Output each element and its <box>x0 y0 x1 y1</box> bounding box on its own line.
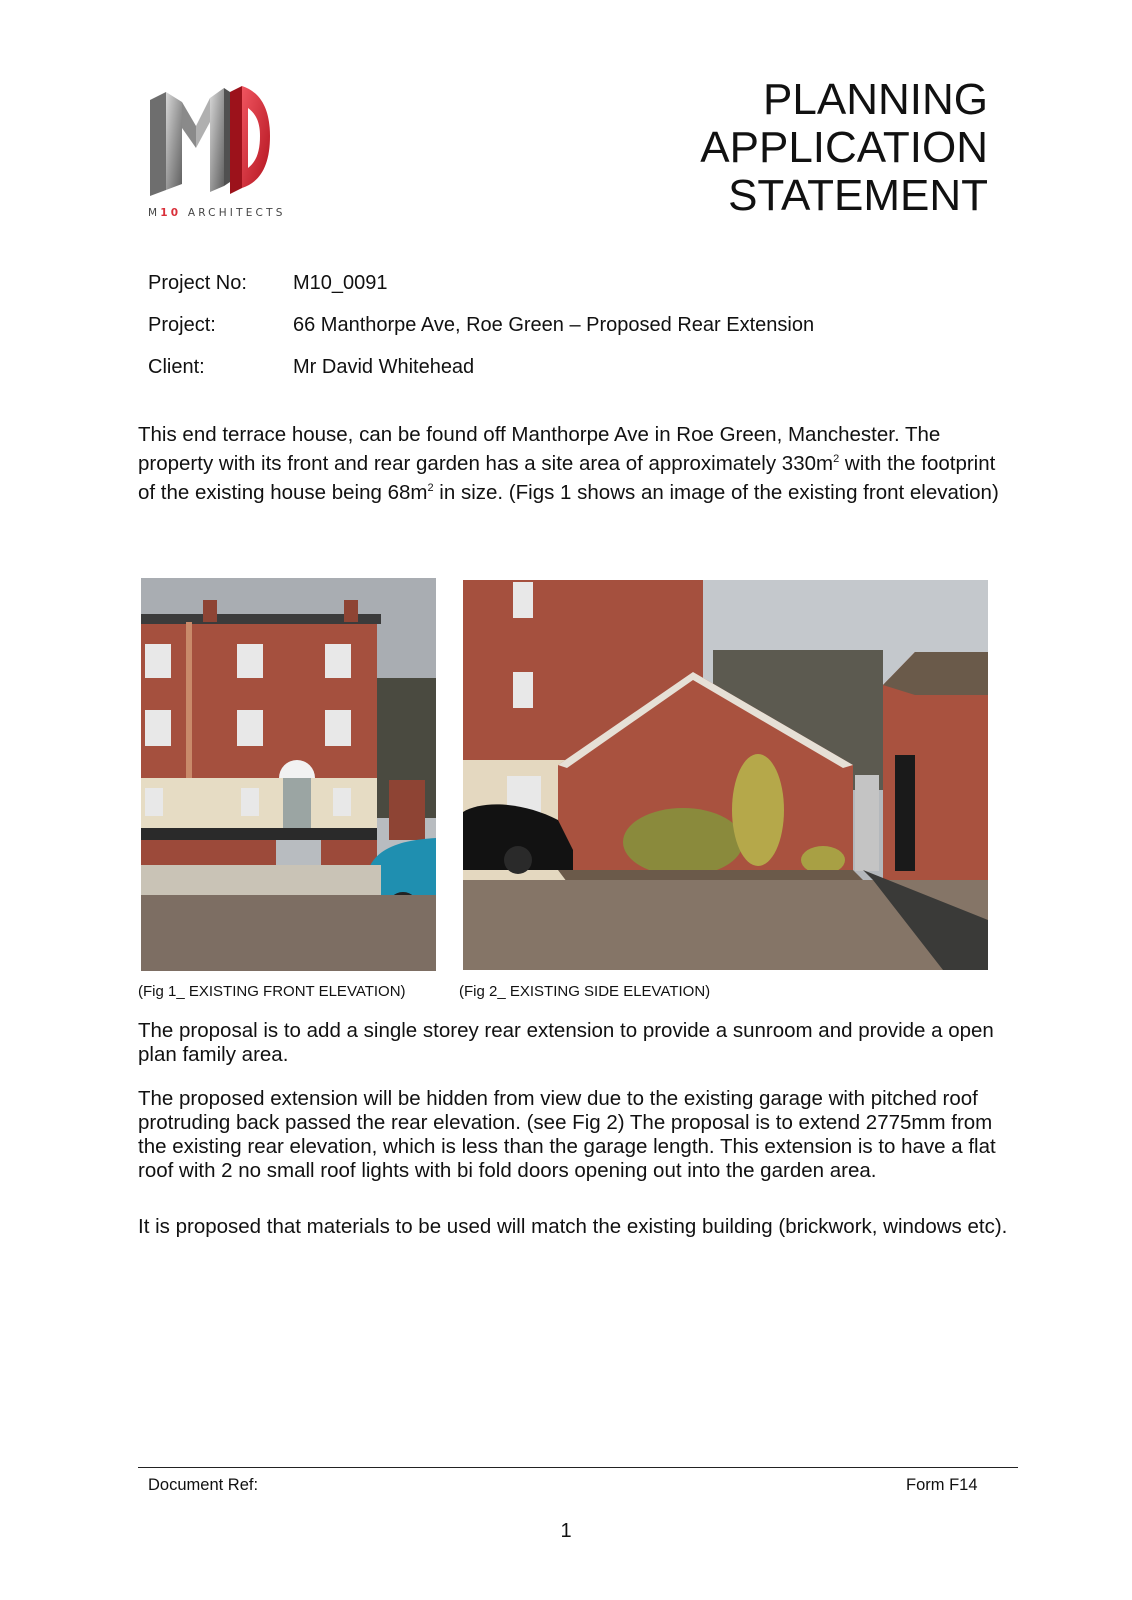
form-label: Form F14 <box>906 1476 978 1494</box>
intro-paragraph <box>138 423 1008 505</box>
intro-text-3: in size. (Figs 1 shows an image of the existing front elevation) <box>433 480 999 504</box>
intro-text-2: with the footprint of the existing house being 68m <box>138 451 996 504</box>
fig1-front-elevation-photo <box>141 578 436 971</box>
proposal-paragraph: The proposal is to add a single storey rear extension to provide a sunroom and provide a open plan family area. <box>138 1019 994 1066</box>
title-line-2: APPLICATION <box>700 123 988 172</box>
fig2-caption: (Fig 2_ EXISTING SIDE ELEVATION) <box>459 983 711 1000</box>
fig2-side-elevation-photo <box>463 580 988 970</box>
intro-superscript-1: 2 <box>833 453 840 465</box>
m10-logo <box>148 78 272 223</box>
m10-logo-mark <box>148 78 272 203</box>
logo-wordmark <box>148 207 286 219</box>
extension-details-paragraph: The proposed extension will be hidden from view due to the existing garage with pitched roof protruding back passed the rear elevation. (see Fig 2) The proposal is to extend 2775mm from the existing rear elevation, which is less than the garage length. This extension is to have a flat roof with 2 no small roof lights with bi fold doors opening out into the garden area. <box>138 1087 996 1182</box>
logo-wordmark-accent: 10 <box>160 207 182 219</box>
logo-wordmark-prefix: M <box>148 207 161 219</box>
materials-paragraph: It is proposed that materials to be used will match the existing building (brickwork, windows etc). <box>138 1215 1008 1238</box>
client-label: Client: <box>148 356 205 378</box>
intro-text-1: This end terrace house, can be found off Manthorpe Ave in Roe Green, Manchester. The property with its front and rear garden has a site area of approximately 330m <box>138 423 941 475</box>
page-number: 1 <box>560 1520 572 1542</box>
logo-wordmark-suffix: ARCHITECTS <box>181 207 286 219</box>
client-value: Mr David Whitehead <box>293 356 475 378</box>
project-value: 66 Manthorpe Ave, Roe Green – Proposed Rear Extension <box>293 314 815 336</box>
document-title <box>700 76 988 220</box>
intro-superscript-2: 2 <box>427 481 434 494</box>
footer-divider <box>138 1467 1018 1468</box>
fig1-caption: (Fig 1_ EXISTING FRONT ELEVATION) <box>138 983 406 1000</box>
project-no-value: M10_0091 <box>293 272 388 294</box>
document-ref-label: Document Ref: <box>148 1476 259 1494</box>
project-label: Project: <box>148 314 216 336</box>
project-no-label: Project No: <box>148 272 247 294</box>
title-line-1: PLANNING <box>763 75 988 124</box>
title-line-3: STATEMENT <box>728 171 988 220</box>
